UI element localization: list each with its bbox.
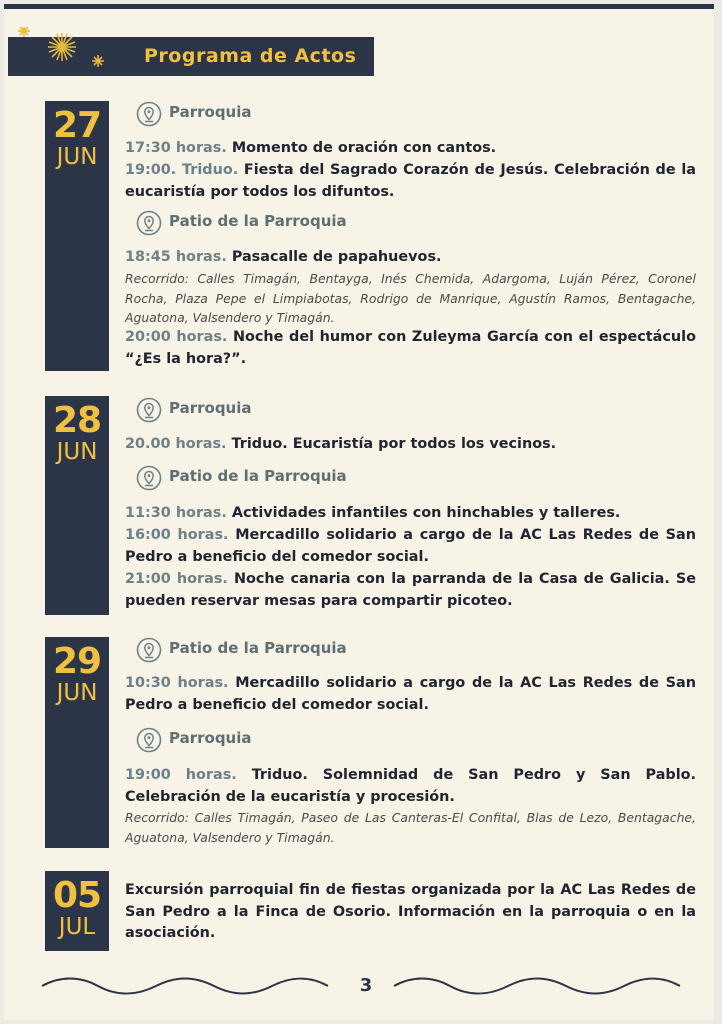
event-time: 20:00 horas. [125, 329, 228, 345]
date-badge-27-jun [45, 101, 109, 371]
date-day: 29 [52, 641, 102, 682]
event-description: Noche del humor con Zuleyma García con el espectáculo “¿Es la hora?”. [125, 329, 696, 367]
venue-label: Patio de la Parroquia [169, 212, 347, 230]
event-entry [125, 880, 696, 945]
event-time: 19:00 horas. [125, 767, 237, 783]
date-month: JUN [56, 439, 98, 465]
event-entry [125, 138, 696, 160]
location-pin-icon [136, 210, 162, 236]
date-month: JUL [58, 914, 96, 940]
event-description: Triduo. Eucaristía por todos los vecinos. [231, 436, 557, 452]
date-day: 28 [52, 400, 102, 441]
event-description: Triduo. Solemnidad de San Pedro y San Pablo. Celebración de la eucaristía y procesión. [125, 767, 697, 805]
event-description: Actividades infantiles con hinchables y talleres. [231, 505, 621, 521]
event-time: 18:45 horas. [125, 249, 227, 265]
fireworks-icon [12, 27, 112, 73]
venue-label: Patio de la Parroquia [169, 467, 347, 485]
location-pin-icon [136, 397, 162, 423]
event-time: 16:00 horas. [125, 527, 229, 543]
event-entry [125, 569, 696, 612]
program-page [4, 4, 714, 1020]
route-description: Recorrido: Calles Timagán, Paseo de Las Canteras-El Confital, Blas de Lezo, Bentagache, Aguatona, Valsendero y Timagán. [125, 810, 696, 845]
venue-label: Patio de la Parroquia [169, 639, 347, 657]
event-entry [125, 525, 696, 568]
event-time: 17:30 horas. [125, 140, 227, 156]
event-entry [125, 434, 696, 456]
event-time: 19:00. Triduo. [125, 162, 239, 178]
date-badge-28-jun [45, 396, 109, 615]
event-description: Excursión parroquial fin de fiestas organizada por la AC Las Redes de San Pedro a la Finca de Osorio. Información en la parroquia o en la asociación. [125, 882, 696, 941]
event-entry [125, 673, 696, 716]
event-time: 21:00 horas. [125, 571, 228, 587]
event-description: Momento de oración con cantos. [231, 140, 497, 156]
event-description: Mercadillo solidario a cargo de la AC Las Redes de San Pedro a beneficio del comedor social. [125, 527, 696, 565]
wave-divider-right [392, 974, 682, 998]
location-pin-icon [136, 101, 162, 127]
event-entry [125, 765, 696, 808]
date-badge-29-jun [45, 637, 109, 848]
date-day: 05 [52, 875, 102, 916]
date-day: 27 [52, 105, 102, 146]
wave-divider-left [40, 974, 330, 998]
venue-label: Parroquia [169, 729, 252, 747]
date-month: JUN [56, 680, 98, 706]
location-pin-icon [136, 465, 162, 491]
page-number: 3 [359, 975, 373, 996]
event-entry [125, 160, 696, 203]
page-title: Programa de Actos [144, 45, 357, 67]
venue-label: Parroquia [169, 103, 252, 121]
event-time: 11:30 horas. [125, 505, 227, 521]
event-description: Pasacalle de papahuevos. [231, 249, 442, 265]
header-banner [8, 37, 374, 76]
event-time: 20.00 horas. [125, 436, 227, 452]
event-description: Fiesta del Sagrado Corazón de Jesús. Celebración de la eucaristía por todos los difuntos. [125, 162, 696, 200]
venue-label: Parroquia [169, 399, 252, 417]
date-month: JUN [56, 144, 98, 170]
location-pin-icon [136, 637, 162, 663]
date-badge-05-jul [45, 871, 109, 951]
event-description: Mercadillo solidario a cargo de la AC Las Redes de San Pedro a beneficio del comedor social. [125, 675, 696, 713]
event-entry [125, 247, 696, 269]
location-pin-icon [136, 727, 162, 753]
route-description: Recorrido: Calles Timagán, Bentayga, Inés Chemida, Adargoma, Luján Pérez, Coronel Rocha, Plaza Pepe el Limpiabotas, Rodrigo de Manrique, Agustín Ramos, Bentagache, Aguatona, Valsendero y Timagán. [125, 271, 696, 325]
event-description: Noche canaria con la parranda de la Casa de Galicia. Se pueden reservar mesas para compartir picoteo. [125, 571, 696, 609]
event-entry [125, 327, 696, 370]
event-entry [125, 503, 696, 525]
event-time: 10:30 horas. [125, 675, 229, 691]
